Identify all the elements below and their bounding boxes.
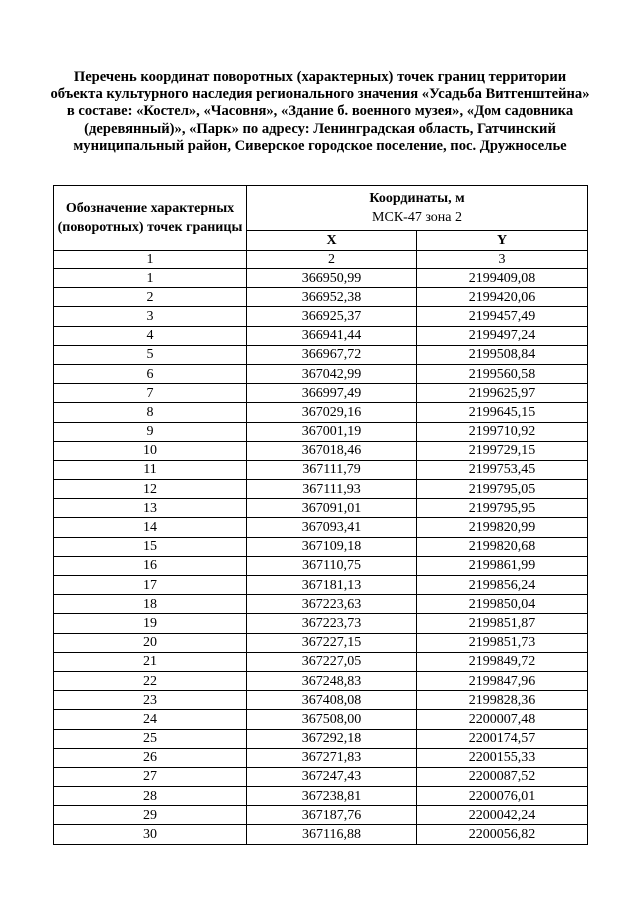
x-coordinate-cell: 366925,37 [247, 307, 417, 326]
point-number-cell: 12 [54, 480, 247, 499]
column-number: 3 [417, 251, 588, 269]
x-coordinate-cell: 367029,16 [247, 403, 417, 422]
point-number-cell: 30 [54, 825, 247, 844]
x-coordinate-cell: 366952,38 [247, 288, 417, 307]
point-number-cell: 25 [54, 729, 247, 748]
point-number-cell: 3 [54, 307, 247, 326]
y-coordinate-cell: 2200155,33 [417, 748, 588, 767]
x-coordinate-cell: 367292,18 [247, 729, 417, 748]
table-row [54, 652, 588, 671]
point-number-cell: 27 [54, 767, 247, 786]
y-coordinate-cell: 2200056,82 [417, 825, 588, 844]
point-number-cell: 16 [54, 556, 247, 575]
point-number-cell: 22 [54, 671, 247, 690]
y-coordinate-cell: 2200042,24 [417, 806, 588, 825]
x-coordinate-cell: 367018,46 [247, 441, 417, 460]
table-row [54, 729, 588, 748]
point-number-cell: 10 [54, 441, 247, 460]
column-number: 2 [247, 251, 417, 269]
point-number-cell: 9 [54, 422, 247, 441]
point-number-cell: 13 [54, 499, 247, 518]
table-row [54, 556, 588, 575]
coordinate-system-label: МСК-47 зона 2 [372, 210, 462, 225]
table-row [54, 307, 588, 326]
table-row [54, 767, 588, 786]
y-coordinate-cell: 2199710,92 [417, 422, 588, 441]
table-row [54, 710, 588, 729]
x-coordinate-cell: 367111,93 [247, 480, 417, 499]
y-coordinate-cell: 2199856,24 [417, 576, 588, 595]
table-row [54, 537, 588, 556]
point-number-cell: 1 [54, 269, 247, 288]
x-coordinate-cell: 367227,05 [247, 652, 417, 671]
table-row [54, 595, 588, 614]
point-number-cell: 23 [54, 691, 247, 710]
point-number-cell: 17 [54, 576, 247, 595]
table-row [54, 633, 588, 652]
x-coordinate-cell: 366997,49 [247, 384, 417, 403]
y-column-header: Y [417, 231, 588, 251]
y-coordinate-cell: 2199753,45 [417, 460, 588, 479]
y-coordinate-cell: 2200174,57 [417, 729, 588, 748]
y-coordinate-cell: 2199850,04 [417, 595, 588, 614]
point-number-cell: 5 [54, 345, 247, 364]
table-row [54, 825, 588, 844]
point-number-cell: 7 [54, 384, 247, 403]
table-row [54, 345, 588, 364]
point-number-cell: 29 [54, 806, 247, 825]
table-row [54, 614, 588, 633]
coordinates-body [54, 269, 588, 845]
table-row [54, 499, 588, 518]
coordinates-label: Координаты, м [369, 191, 465, 206]
table-row [54, 576, 588, 595]
table-row [54, 748, 588, 767]
table-row [54, 518, 588, 537]
x-coordinate-cell: 367093,41 [247, 518, 417, 537]
point-number-cell: 18 [54, 595, 247, 614]
y-coordinate-cell: 2199851,87 [417, 614, 588, 633]
y-coordinate-cell: 2199861,99 [417, 556, 588, 575]
x-coordinate-cell: 367227,15 [247, 633, 417, 652]
y-coordinate-cell: 2200007,48 [417, 710, 588, 729]
table-row [54, 422, 588, 441]
x-coordinate-cell: 367001,19 [247, 422, 417, 441]
table-row [54, 403, 588, 422]
y-coordinate-cell: 2199820,99 [417, 518, 588, 537]
table-row [54, 364, 588, 383]
table-row [54, 326, 588, 345]
coordinates-table [53, 185, 588, 845]
x-coordinate-cell: 367091,01 [247, 499, 417, 518]
x-coordinate-cell: 367042,99 [247, 364, 417, 383]
x-coordinate-cell: 366941,44 [247, 326, 417, 345]
x-coordinate-cell: 367271,83 [247, 748, 417, 767]
coordinates-header [247, 186, 588, 231]
point-number-cell: 14 [54, 518, 247, 537]
y-coordinate-cell: 2199828,36 [417, 691, 588, 710]
y-coordinate-cell: 2199729,15 [417, 441, 588, 460]
x-coordinate-cell: 367116,88 [247, 825, 417, 844]
y-coordinate-cell: 2199849,72 [417, 652, 588, 671]
table-row [54, 460, 588, 479]
x-coordinate-cell: 367223,63 [247, 595, 417, 614]
point-number-cell: 2 [54, 288, 247, 307]
y-coordinate-cell: 2199625,97 [417, 384, 588, 403]
y-coordinate-cell: 2199645,15 [417, 403, 588, 422]
y-coordinate-cell: 2199851,73 [417, 633, 588, 652]
column-number: 1 [54, 251, 247, 269]
x-coordinate-cell: 367247,43 [247, 767, 417, 786]
table-row [54, 806, 588, 825]
table-row [54, 691, 588, 710]
x-column-header: X [247, 231, 417, 251]
point-number-cell: 6 [54, 364, 247, 383]
x-coordinate-cell: 367248,83 [247, 671, 417, 690]
table-row [54, 441, 588, 460]
y-coordinate-cell: 2199847,96 [417, 671, 588, 690]
point-number-cell: 20 [54, 633, 247, 652]
x-coordinate-cell: 367111,79 [247, 460, 417, 479]
point-designation-header: Обозначение характерных (поворотных) точек границы [54, 186, 247, 251]
table-row [54, 480, 588, 499]
point-number-cell: 4 [54, 326, 247, 345]
x-coordinate-cell: 367223,73 [247, 614, 417, 633]
y-coordinate-cell: 2200076,01 [417, 787, 588, 806]
x-coordinate-cell: 367187,76 [247, 806, 417, 825]
table-row [54, 384, 588, 403]
point-number-cell: 24 [54, 710, 247, 729]
y-coordinate-cell: 2199457,49 [417, 307, 588, 326]
y-coordinate-cell: 2200087,52 [417, 767, 588, 786]
x-coordinate-cell: 367109,18 [247, 537, 417, 556]
column-number-row [54, 251, 588, 269]
y-coordinate-cell: 2199560,58 [417, 364, 588, 383]
point-number-cell: 11 [54, 460, 247, 479]
table-row [54, 787, 588, 806]
x-coordinate-cell: 367110,75 [247, 556, 417, 575]
document-title: Перечень координат поворотных (характерных) точек границ территории объекта культурного наследия регионального значения «Усадьба Витгенштейна» в составе: «Костел», «Часовня», «Здание б. военного музея», «Дом садовника (деревянный)», «Парк» по адресу: Ленинградская область, Гатчинский муниципальный район, Сиверское городское поселение, пос. Дружноселье [50, 69, 590, 154]
y-coordinate-cell: 2199820,68 [417, 537, 588, 556]
y-coordinate-cell: 2199409,08 [417, 269, 588, 288]
point-number-cell: 26 [54, 748, 247, 767]
point-number-cell: 8 [54, 403, 247, 422]
x-coordinate-cell: 366950,99 [247, 269, 417, 288]
x-coordinate-cell: 367508,00 [247, 710, 417, 729]
y-coordinate-cell: 2199420,06 [417, 288, 588, 307]
table-row [54, 269, 588, 288]
point-number-cell: 15 [54, 537, 247, 556]
y-coordinate-cell: 2199795,95 [417, 499, 588, 518]
y-coordinate-cell: 2199508,84 [417, 345, 588, 364]
point-number-cell: 19 [54, 614, 247, 633]
table-row [54, 288, 588, 307]
point-number-cell: 21 [54, 652, 247, 671]
table-row [54, 671, 588, 690]
x-coordinate-cell: 367238,81 [247, 787, 417, 806]
y-coordinate-cell: 2199795,05 [417, 480, 588, 499]
x-coordinate-cell: 366967,72 [247, 345, 417, 364]
y-coordinate-cell: 2199497,24 [417, 326, 588, 345]
x-coordinate-cell: 367408,08 [247, 691, 417, 710]
point-number-cell: 28 [54, 787, 247, 806]
x-coordinate-cell: 367181,13 [247, 576, 417, 595]
